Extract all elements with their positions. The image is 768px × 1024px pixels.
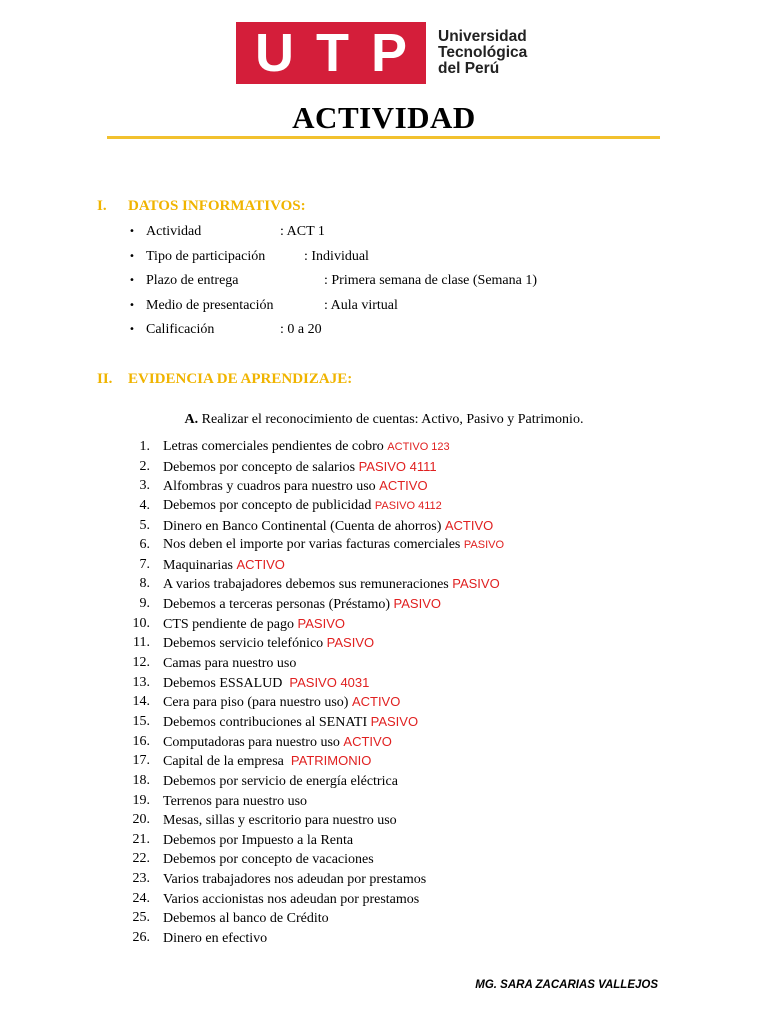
item-answer: ACTIVO [343,733,392,749]
logo-letter-u: U [254,23,294,83]
item-answer: PASIVO [326,635,375,651]
logo-line-1: Universidad [438,28,527,45]
item-number: 26. [132,930,150,946]
author-footer: MG. SARA ZACARIAS VALLEJOS [475,979,658,991]
section-title: EVIDENCIA DE APRENDIZAJE: [128,371,353,387]
item-text: A varios trabajadores debemos sus remuneraciones [163,577,453,593]
bullet-icon: • [129,324,135,335]
item-answer: PASIVO 4111 [358,458,437,474]
bullet-icon: • [129,299,135,311]
item-answer: ACTIVO [236,556,285,572]
item-number: 25. [132,910,150,926]
item-number: 11. [133,635,150,651]
datos-value: : ACT 1 [280,224,325,239]
datos-value: : 0 a 20 [280,322,322,337]
item-text: Debemos por concepto de salarios [163,459,359,475]
item-number: 19. [132,792,150,808]
item-number: 3. [139,478,150,494]
datos-label: Medio de presentación [146,297,274,313]
item-text: Camas para nuestro uso [163,656,297,672]
item-number: 5. [139,517,150,533]
item-answer: ACTIVO [379,478,428,494]
logo-line-3: del Perú [438,60,500,77]
item-text: Debemos contribuciones al SENATI [163,714,371,730]
item-text: Nos deben el importe por varias facturas comerciales [163,537,464,553]
item-number: 20. [132,812,150,828]
item-text: Capital de la empresa [163,754,291,770]
instruction-text: Realizar el reconocimiento de cuentas: Activo, Pasivo y Patrimonio. [198,412,584,427]
item-text: Debemos por servicio de energía eléctrica [163,773,398,789]
item-text: Cera para piso (para nuestro uso) [163,695,352,711]
bullet-icon: • [129,275,135,286]
datos-value: : Aula virtual [324,297,398,313]
item-number: 23. [132,871,150,887]
item-text: Debemos al banco de Crédito [163,911,329,927]
item-answer: PASIVO 4031 [289,674,370,690]
item-answer: PASIVO [297,615,345,631]
item-number: 14. [132,694,150,710]
item-number: 4. [139,497,150,513]
item-answer: PASIVO [463,539,505,552]
item-text: Debemos por Impuesto a la Renta [163,832,354,848]
section-evidencia-heading [97,371,352,388]
item-answer: ACTIVO [444,517,494,533]
item-answer: ACTIVO 123 [387,441,450,453]
item-number: 6. [139,537,150,553]
item-number: 15. [132,713,150,729]
item-number: 21. [132,831,150,847]
instruction-a [0,412,768,428]
section-number: I. [97,198,107,214]
item-text: CTS pendiente de pago [163,616,298,632]
item-text: Varios trabajadores nos adeudan por prestamos [163,872,427,888]
datos-label: Actividad [146,224,202,239]
item-text: Mesas, sillas y escritorio para nuestro uso [163,813,397,829]
item-number: 13. [132,674,150,690]
section-title: DATOS INFORMATIVOS: [128,198,306,214]
item-number: 18. [132,772,150,788]
item-number: 24. [132,890,150,906]
item-text: Debemos por concepto de vacaciones [163,852,374,868]
datos-value: : Primera semana de clase (Semana 1) [324,273,538,288]
logo-letter-t: T [315,23,349,83]
item-text: Letras comerciales pendientes de cobro [163,439,388,454]
logo-wordmark [438,29,527,77]
section-number: II. [97,371,113,387]
bullet-icon: • [129,250,135,262]
item-text: Debemos por concepto de publicidad [163,497,375,513]
datos-label: Calificación [146,322,215,337]
page-title: ACTIVIDAD [292,100,476,135]
item-text: Maquinarias [163,557,237,573]
utp-logo [236,22,527,84]
item-number: 8. [139,576,150,592]
item-text: Dinero en efectivo [163,931,268,947]
datos-value: : Individual [304,248,369,264]
item-number: 17. [132,753,150,769]
item-answer: PASIVO [452,576,500,592]
title-divider [107,136,660,139]
item-number: 16. [132,733,150,749]
datos-label: Tipo de participación [146,248,266,264]
item-answer: PATRIMONIO [290,753,372,769]
instruction-letter: A. [184,412,199,427]
bullet-icon: • [129,226,135,237]
item-text: Computadoras para nuestro uso [163,734,344,750]
item-number: 10. [132,615,150,631]
item-answer: ACTIVO [351,694,401,710]
item-number: 7. [139,556,150,572]
item-text: Debemos ESSALUD [163,675,290,691]
item-number: 2. [139,458,150,474]
item-text: Debemos servicio telefónico [163,636,327,652]
logo-mark [236,22,426,84]
item-text: Varios accionistas nos adeudan por prestamos [163,891,420,907]
item-number: 12. [132,655,150,671]
item-number: 9. [139,596,150,612]
section-datos-heading [97,198,306,215]
item-text: Debemos a terceras personas (Préstamo) [163,597,394,613]
item-number: 1. [139,439,150,454]
item-text: Dinero en Banco Continental (Cuenta de ahorros) [163,518,445,534]
logo-letter-p: P [370,23,407,83]
logo-line-2: Tecnológica [438,44,528,61]
item-answer: PASIVO 4112 [374,499,442,512]
item-text: Terrenos para nuestro uso [163,793,308,809]
item-number: 22. [132,851,150,867]
datos-label: Plazo de entrega [146,273,239,288]
item-answer: PASIVO [393,596,441,612]
item-answer: PASIVO [370,713,419,729]
item-text: Alfombras y cuadros para nuestro uso [163,479,380,495]
